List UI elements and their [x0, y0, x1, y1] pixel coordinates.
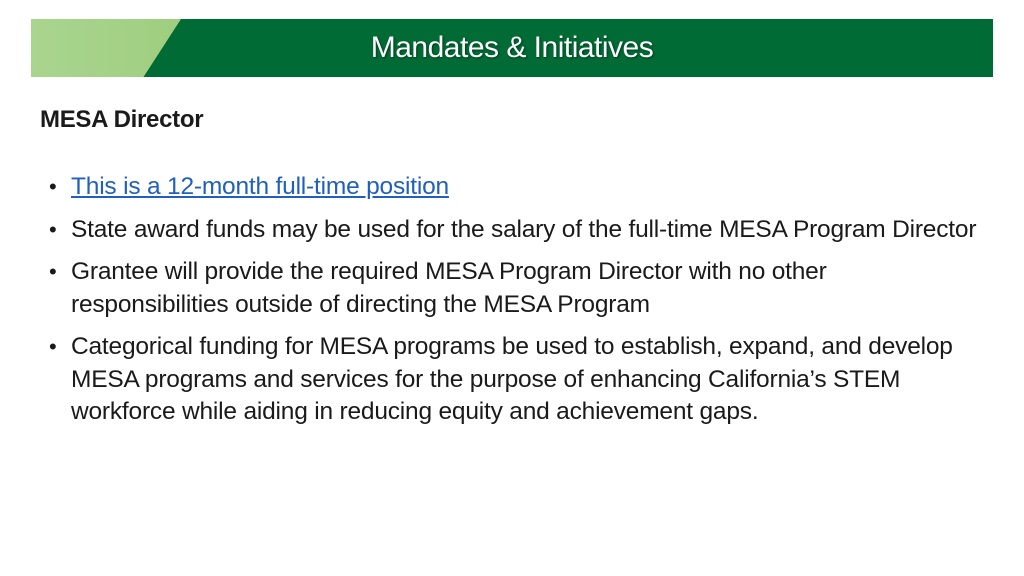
bullet-list: [49, 171, 979, 439]
header-bar: [31, 19, 993, 77]
bullet-item: [49, 171, 979, 204]
bullet-icon: •: [49, 259, 57, 284]
bullet-item: [49, 214, 979, 247]
bullet-item: [49, 331, 979, 429]
bullet-item: [49, 256, 979, 321]
bullet-icon: •: [49, 174, 57, 199]
bullet-text: Grantee will provide the required MESA Program Director with no other responsibilities outside of directing the MESA Program: [71, 258, 827, 318]
page-title: Mandates & Initiatives: [370, 31, 654, 64]
bullet-icon: •: [49, 216, 57, 242]
position-link[interactable]: This is a 12-month full-time position: [71, 173, 449, 200]
bullet-icon: •: [49, 334, 57, 359]
bullet-text: State award funds may be used for the salary of the full-time MESA Program Director: [71, 215, 977, 243]
bullet-text: Categorical funding for MESA programs be used to establish, expand, and develop MESA programs and services for the purpose of enhancing California’s STEM workforce while aiding in reducing equity and achievement gaps.: [71, 333, 953, 425]
section-title: MESA Director: [40, 106, 204, 133]
